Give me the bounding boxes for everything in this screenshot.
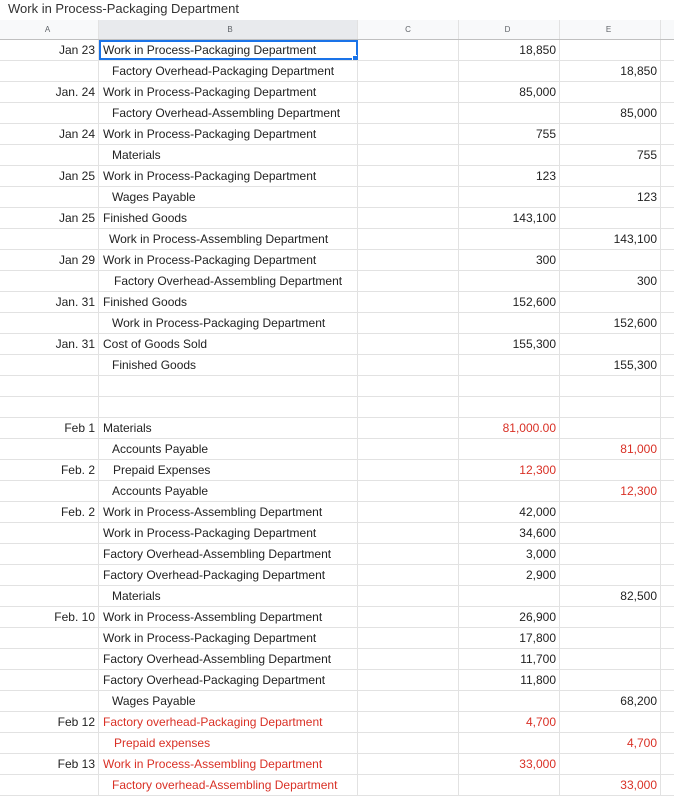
empty-cell[interactable]	[358, 355, 459, 375]
empty-cell[interactable]	[358, 502, 459, 522]
table-row	[0, 208, 674, 229]
credit-cell[interactable]	[560, 124, 661, 144]
date-cell[interactable]: Feb 1	[0, 418, 99, 438]
table-row	[0, 670, 674, 691]
debit-cell[interactable]: 123	[459, 166, 560, 186]
column-header-d[interactable]: D	[459, 20, 560, 39]
empty-cell[interactable]	[358, 754, 459, 774]
table-row	[0, 775, 674, 796]
account-cell[interactable]: Finished Goods	[99, 292, 358, 312]
account-cell[interactable]: Wages Payable	[99, 691, 358, 711]
empty-cell[interactable]	[358, 418, 459, 438]
debit-cell[interactable]	[459, 103, 560, 123]
account-cell[interactable]: Accounts Payable	[99, 439, 358, 459]
empty-cell[interactable]	[358, 208, 459, 228]
date-cell[interactable]	[0, 628, 99, 648]
account-cell[interactable]: Factory Overhead-Assembling Department	[99, 649, 358, 669]
credit-cell[interactable]	[560, 166, 661, 186]
empty-cell[interactable]	[358, 103, 459, 123]
empty-cell[interactable]	[358, 439, 459, 459]
credit-cell[interactable]	[560, 712, 661, 732]
empty-cell[interactable]	[358, 397, 459, 417]
empty-cell[interactable]	[358, 712, 459, 732]
debit-cell[interactable]	[459, 586, 560, 606]
empty-cell[interactable]	[661, 334, 674, 354]
account-cell[interactable]: Factory Overhead-Packaging Department	[99, 670, 358, 690]
account-cell[interactable]: Wages Payable	[99, 187, 358, 207]
debit-cell[interactable]: 26,900	[459, 607, 560, 627]
empty-cell[interactable]	[358, 481, 459, 501]
table-row	[0, 334, 674, 355]
table-row	[0, 187, 674, 208]
account-cell[interactable]: Finished Goods	[99, 355, 358, 375]
empty-cell[interactable]	[358, 82, 459, 102]
column-header-c[interactable]: C	[358, 20, 459, 39]
empty-cell[interactable]	[358, 628, 459, 648]
empty-cell[interactable]	[358, 271, 459, 291]
debit-cell[interactable]: 300	[459, 250, 560, 270]
empty-cell[interactable]	[661, 418, 674, 438]
account-cell[interactable]: Factory Overhead-Assembling Department	[99, 103, 358, 123]
table-row	[0, 649, 674, 670]
account-cell[interactable]	[99, 376, 358, 396]
date-cell[interactable]	[0, 61, 99, 81]
table-row	[0, 523, 674, 544]
table-row	[0, 313, 674, 334]
account-cell[interactable]: Factory Overhead-Assembling Department	[99, 544, 358, 564]
credit-cell[interactable]	[560, 628, 661, 648]
empty-cell[interactable]	[358, 166, 459, 186]
debit-cell[interactable]	[459, 313, 560, 333]
column-header-f[interactable]	[661, 20, 674, 39]
table-row	[0, 229, 674, 250]
table-row	[0, 124, 674, 145]
account-cell[interactable]: Factory overhead-Assembling Department	[99, 775, 358, 795]
date-cell[interactable]	[0, 544, 99, 564]
credit-cell[interactable]: 152,600	[560, 313, 661, 333]
account-cell[interactable]: Factory Overhead-Packaging Department	[99, 61, 358, 81]
credit-cell[interactable]: 82,500	[560, 586, 661, 606]
empty-cell[interactable]	[661, 565, 674, 585]
credit-cell[interactable]	[560, 670, 661, 690]
date-cell[interactable]	[0, 523, 99, 543]
empty-cell[interactable]	[358, 586, 459, 606]
credit-cell[interactable]	[560, 40, 661, 60]
credit-cell[interactable]	[560, 208, 661, 228]
empty-cell[interactable]	[358, 229, 459, 249]
debit-cell[interactable]	[459, 733, 560, 753]
empty-cell[interactable]	[661, 187, 674, 207]
table-row	[0, 481, 674, 502]
credit-cell[interactable]	[560, 565, 661, 585]
table-row	[0, 40, 674, 61]
account-cell[interactable]: Factory Overhead-Assembling Department	[99, 271, 358, 291]
debit-cell[interactable]	[459, 397, 560, 417]
table-row	[0, 271, 674, 292]
empty-cell[interactable]	[661, 208, 674, 228]
spreadsheet-grid	[0, 20, 674, 796]
account-cell[interactable]: Work in Process-Assembling Department	[99, 607, 358, 627]
account-cell[interactable]: Work in Process-Packaging Department	[99, 313, 358, 333]
date-cell[interactable]: Jan 29	[0, 250, 99, 270]
credit-cell[interactable]: 68,200	[560, 691, 661, 711]
date-cell[interactable]	[0, 775, 99, 795]
empty-cell[interactable]	[358, 670, 459, 690]
date-cell[interactable]	[0, 103, 99, 123]
empty-cell[interactable]	[661, 502, 674, 522]
empty-cell[interactable]	[661, 376, 674, 396]
empty-cell[interactable]	[661, 292, 674, 312]
debit-cell[interactable]: 11,800	[459, 670, 560, 690]
credit-cell[interactable]	[560, 334, 661, 354]
date-cell[interactable]	[0, 355, 99, 375]
table-row	[0, 607, 674, 628]
empty-cell[interactable]	[358, 292, 459, 312]
debit-cell[interactable]: 4,700	[459, 712, 560, 732]
date-cell[interactable]	[0, 670, 99, 690]
credit-cell[interactable]	[560, 649, 661, 669]
empty-cell[interactable]	[661, 754, 674, 774]
table-row	[0, 376, 674, 397]
debit-cell[interactable]: 85,000	[459, 82, 560, 102]
account-cell[interactable]: Work in Process-Assembling Department	[99, 502, 358, 522]
empty-cell[interactable]	[661, 124, 674, 144]
date-cell[interactable]	[0, 733, 99, 753]
empty-cell[interactable]	[358, 187, 459, 207]
table-row	[0, 691, 674, 712]
account-cell[interactable]: Work in Process-Packaging Department	[99, 82, 358, 102]
debit-cell[interactable]: 34,600	[459, 523, 560, 543]
credit-cell[interactable]: 18,850	[560, 61, 661, 81]
debit-cell[interactable]: 152,600	[459, 292, 560, 312]
date-cell[interactable]: Feb. 10	[0, 607, 99, 627]
debit-cell[interactable]	[459, 61, 560, 81]
empty-cell[interactable]	[661, 271, 674, 291]
empty-cell[interactable]	[661, 250, 674, 270]
empty-cell[interactable]	[661, 355, 674, 375]
credit-cell[interactable]: 33,000	[560, 775, 661, 795]
credit-cell[interactable]	[560, 754, 661, 774]
debit-cell[interactable]: 12,300	[459, 460, 560, 480]
empty-cell[interactable]	[661, 103, 674, 123]
date-cell[interactable]	[0, 145, 99, 165]
date-cell[interactable]	[0, 229, 99, 249]
table-row	[0, 250, 674, 271]
formula-bar[interactable]: Work in Process-Packaging Department	[0, 0, 674, 20]
credit-cell[interactable]	[560, 607, 661, 627]
empty-cell[interactable]	[661, 460, 674, 480]
account-cell[interactable]: Cost of Goods Sold	[99, 334, 358, 354]
debit-cell[interactable]	[459, 481, 560, 501]
account-cell[interactable]: Factory Overhead-Packaging Department	[99, 565, 358, 585]
account-cell[interactable]: Work in Process-Assembling Department	[99, 229, 358, 249]
table-row	[0, 502, 674, 523]
empty-cell[interactable]	[661, 691, 674, 711]
table-row	[0, 418, 674, 439]
credit-cell[interactable]	[560, 544, 661, 564]
account-cell[interactable]	[99, 397, 358, 417]
credit-cell[interactable]: 4,700	[560, 733, 661, 753]
empty-cell[interactable]	[358, 691, 459, 711]
credit-cell[interactable]	[560, 250, 661, 270]
date-cell[interactable]: Jan 25	[0, 208, 99, 228]
table-row	[0, 103, 674, 124]
account-cell[interactable]: Finished Goods	[99, 208, 358, 228]
debit-cell[interactable]: 18,850	[459, 40, 560, 60]
empty-cell[interactable]	[661, 61, 674, 81]
date-cell[interactable]	[0, 691, 99, 711]
credit-cell[interactable]	[560, 460, 661, 480]
column-header-e[interactable]: E	[560, 20, 661, 39]
credit-cell[interactable]: 155,300	[560, 355, 661, 375]
account-cell[interactable]: Materials	[99, 145, 358, 165]
account-cell[interactable]: Work in Process-Packaging Department	[99, 166, 358, 186]
account-cell[interactable]: Prepaid expenses	[99, 733, 358, 753]
credit-cell[interactable]: 300	[560, 271, 661, 291]
credit-cell[interactable]	[560, 82, 661, 102]
table-row	[0, 544, 674, 565]
table-row	[0, 712, 674, 733]
credit-cell[interactable]	[560, 523, 661, 543]
empty-cell[interactable]	[358, 250, 459, 270]
date-cell[interactable]: Jan. 31	[0, 334, 99, 354]
account-cell[interactable]: Work in Process-Packaging Department	[99, 628, 358, 648]
table-row	[0, 733, 674, 754]
empty-cell[interactable]	[661, 523, 674, 543]
empty-cell[interactable]	[661, 670, 674, 690]
credit-cell[interactable]: 123	[560, 187, 661, 207]
date-cell[interactable]	[0, 187, 99, 207]
debit-cell[interactable]	[459, 229, 560, 249]
date-cell[interactable]: Jan. 31	[0, 292, 99, 312]
debit-cell[interactable]: 2,900	[459, 565, 560, 585]
table-row	[0, 565, 674, 586]
debit-cell[interactable]	[459, 691, 560, 711]
debit-cell[interactable]: 81,000.00	[459, 418, 560, 438]
table-row	[0, 586, 674, 607]
credit-cell[interactable]	[560, 502, 661, 522]
debit-cell[interactable]	[459, 145, 560, 165]
empty-cell[interactable]	[661, 544, 674, 564]
empty-cell[interactable]	[358, 460, 459, 480]
table-row	[0, 460, 674, 481]
credit-cell[interactable]	[560, 418, 661, 438]
date-cell[interactable]: Feb. 2	[0, 460, 99, 480]
date-cell[interactable]	[0, 565, 99, 585]
empty-cell[interactable]	[358, 334, 459, 354]
date-cell[interactable]: Jan. 24	[0, 82, 99, 102]
credit-cell[interactable]: 143,100	[560, 229, 661, 249]
debit-cell[interactable]	[459, 376, 560, 396]
date-cell[interactable]: Jan 25	[0, 166, 99, 186]
table-row	[0, 61, 674, 82]
column-header-b[interactable]: B	[99, 20, 358, 39]
account-cell[interactable]: Materials	[99, 586, 358, 606]
date-cell[interactable]	[0, 397, 99, 417]
date-cell[interactable]: Feb. 2	[0, 502, 99, 522]
debit-cell[interactable]	[459, 187, 560, 207]
date-cell[interactable]	[0, 439, 99, 459]
account-cell[interactable]: Accounts Payable	[99, 481, 358, 501]
table-row	[0, 754, 674, 775]
credit-cell[interactable]	[560, 376, 661, 396]
table-row	[0, 166, 674, 187]
date-cell[interactable]	[0, 649, 99, 669]
empty-cell[interactable]	[661, 40, 674, 60]
debit-cell[interactable]	[459, 355, 560, 375]
empty-cell[interactable]	[661, 397, 674, 417]
empty-cell[interactable]	[661, 586, 674, 606]
date-cell[interactable]: Jan 24	[0, 124, 99, 144]
debit-cell[interactable]	[459, 271, 560, 291]
account-cell[interactable]: Work in Process-Packaging Department	[99, 40, 358, 60]
debit-cell[interactable]: 3,000	[459, 544, 560, 564]
account-cell[interactable]: Prepaid Expenses	[99, 460, 358, 480]
table-row	[0, 145, 674, 166]
date-cell[interactable]: Jan 23	[0, 40, 99, 60]
account-cell[interactable]: Work in Process-Assembling Department	[99, 754, 358, 774]
date-cell[interactable]: Feb 13	[0, 754, 99, 774]
debit-cell[interactable]: 11,700	[459, 649, 560, 669]
account-cell[interactable]: Work in Process-Packaging Department	[99, 250, 358, 270]
empty-cell[interactable]	[358, 607, 459, 627]
grid-body	[0, 40, 674, 796]
empty-cell[interactable]	[358, 523, 459, 543]
date-cell[interactable]	[0, 313, 99, 333]
credit-cell[interactable]: 12,300	[560, 481, 661, 501]
empty-cell[interactable]	[661, 145, 674, 165]
debit-cell[interactable]	[459, 775, 560, 795]
credit-cell[interactable]	[560, 397, 661, 417]
debit-cell[interactable]: 33,000	[459, 754, 560, 774]
empty-cell[interactable]	[661, 775, 674, 795]
empty-cell[interactable]	[358, 313, 459, 333]
column-header-row	[0, 20, 674, 40]
empty-cell[interactable]	[661, 628, 674, 648]
credit-cell[interactable]: 85,000	[560, 103, 661, 123]
debit-cell[interactable]: 42,000	[459, 502, 560, 522]
empty-cell[interactable]	[661, 649, 674, 669]
credit-cell[interactable]	[560, 292, 661, 312]
account-cell[interactable]: Materials	[99, 418, 358, 438]
table-row	[0, 439, 674, 460]
empty-cell[interactable]	[661, 481, 674, 501]
empty-cell[interactable]	[358, 145, 459, 165]
column-header-a[interactable]: A	[0, 20, 99, 39]
empty-cell[interactable]	[358, 775, 459, 795]
date-cell[interactable]	[0, 376, 99, 396]
empty-cell[interactable]	[358, 733, 459, 753]
empty-cell[interactable]	[661, 166, 674, 186]
table-row	[0, 355, 674, 376]
empty-cell[interactable]	[358, 649, 459, 669]
empty-cell[interactable]	[358, 376, 459, 396]
table-row	[0, 628, 674, 649]
date-cell[interactable]: Feb 12	[0, 712, 99, 732]
table-row	[0, 82, 674, 103]
debit-cell[interactable]: 155,300	[459, 334, 560, 354]
table-row	[0, 397, 674, 418]
credit-cell[interactable]: 755	[560, 145, 661, 165]
account-cell[interactable]: Work in Process-Packaging Department	[99, 523, 358, 543]
empty-cell[interactable]	[661, 439, 674, 459]
empty-cell[interactable]	[661, 607, 674, 627]
empty-cell[interactable]	[358, 61, 459, 81]
debit-cell[interactable]	[459, 439, 560, 459]
table-row	[0, 292, 674, 313]
empty-cell[interactable]	[661, 313, 674, 333]
debit-cell[interactable]: 755	[459, 124, 560, 144]
empty-cell[interactable]	[358, 565, 459, 585]
empty-cell[interactable]	[661, 82, 674, 102]
account-cell[interactable]: Factory overhead-Packaging Department	[99, 712, 358, 732]
empty-cell[interactable]	[358, 40, 459, 60]
account-cell[interactable]: Work in Process-Packaging Department	[99, 124, 358, 144]
empty-cell[interactable]	[358, 124, 459, 144]
empty-cell[interactable]	[661, 712, 674, 732]
date-cell[interactable]	[0, 481, 99, 501]
debit-cell[interactable]: 143,100	[459, 208, 560, 228]
date-cell[interactable]	[0, 586, 99, 606]
date-cell[interactable]	[0, 271, 99, 291]
empty-cell[interactable]	[358, 544, 459, 564]
debit-cell[interactable]: 17,800	[459, 628, 560, 648]
empty-cell[interactable]	[661, 229, 674, 249]
empty-cell[interactable]	[661, 733, 674, 753]
credit-cell[interactable]: 81,000	[560, 439, 661, 459]
